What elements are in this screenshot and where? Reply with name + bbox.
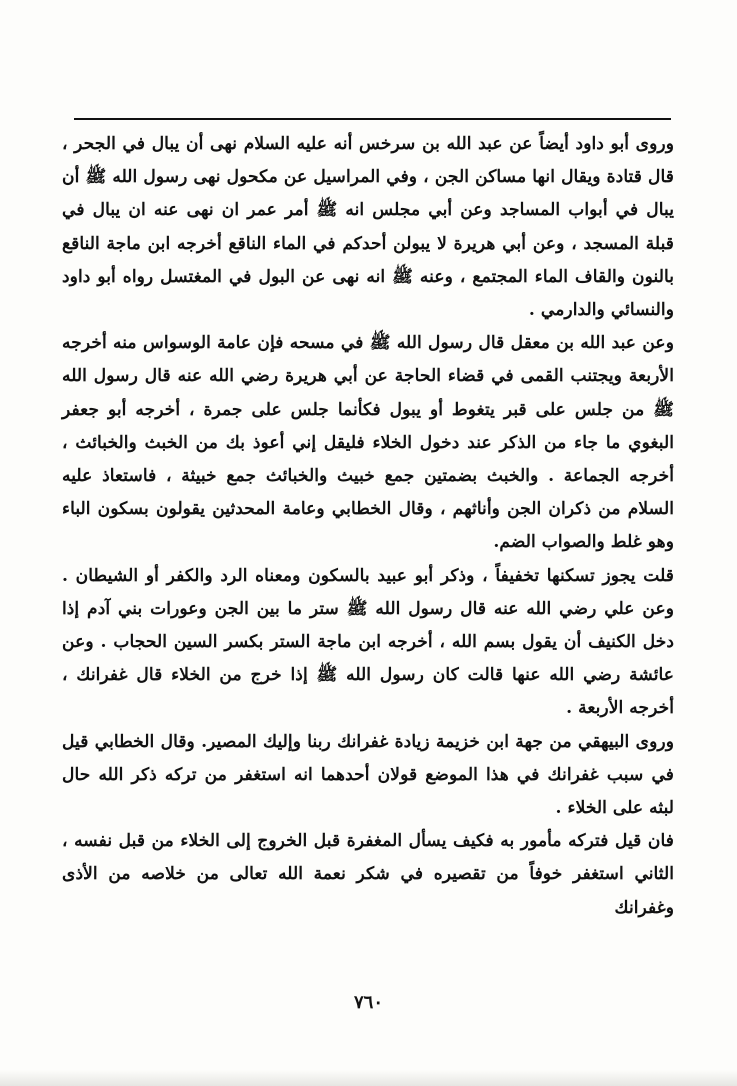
page-number: ٧٦٠ bbox=[353, 992, 383, 1013]
body-text bbox=[62, 128, 674, 925]
paragraph-3: قلت يجوز تسكنها تخفيفاً ، وذكر أبو عبيد بالسكون ومعناه الرد والكفر أو الشيطان . وعن علي رضي الله عنه قال رسول الله ﷺ ستر ما بين الجن وعورات بني آدم إذا دخل الكنيف أن يقول بسم الله ، أخرجه ابن ماجة الستر بكسر السين الحجاب . وعن عائشة رضي الله عنها قالت كان رسول الله ﷺ إذا خرج من الخلاء قال غفرانك ، أخرجه الأربعة . bbox=[62, 565, 674, 719]
paragraph-4: وروى البيهقي من جهة ابن خزيمة زيادة غفرانك ربنا وإليك المصير. وقال الخطابي قيل في سبب غفرانك في هذا الموضع قولان أحدهما انه استغفر من تركه ذكر الله حال لبثه على الخلاء . bbox=[62, 731, 674, 819]
paragraph-1: وروى أبو داود أيضاً عن عبد الله بن سرخس أنه عليه السلام نهى أن يبال في الجحر ، قال قتادة ويقال انها مساكن الجن ، وفي المراسيل عن مكحول نهى رسول الله ﷺ أن يبال في أبواب المساجد وعن أبي مجلس انه ﷺ أمر عمر ان نهى عنه ان يبال في قبلة المسجد ، وعن أبي هريرة لا يبولن أحدكم في الماء الناقع أخرجه ابن ماجة الناقع بالنون والقاف الماء المجتمع ، وعنه ﷺ انه نهى عن البول في المغتسل رواه أبو داود والنسائي والدارمي . bbox=[62, 134, 674, 321]
header-rule bbox=[74, 118, 671, 120]
paragraph-2: وعن عبد الله بن معقل قال رسول الله ﷺ في مسحه فإن عامة الوسواس منه أخرجه الأربعة ويجتنب القمى في قضاء الحاجة عن أبي هريرة رضي الله عنه قال رسول الله ﷺ من جلس على قبر يتغوط أو يبول فكأنما جلس على جمرة ، أخرجه أبو جعفر البغوي ما جاء من الذكر عند دخول الخلاء فليقل إني أعوذ بك من الخبث والخبائث ، أخرجه الجماعة . والخبث بضمتين جمع خبيث والخبائث جمع خبيثة ، فاستعاذ عليه السلام من ذكران الجن وأناثهم ، وقال الخطابي وعامة المحدثين يقولون بسكون الباء وهو غلط والصواب الضم. bbox=[62, 333, 674, 553]
paragraph-5: فان قيل فتركه مأمور به فكيف يسأل المغفرة قبل الخروج إلى الخلاء من قبل نفسه ، الثاني استغفر خوفاً من تقصيره في شكر نعمة الله تعالى من خلاصه من الأذى وغفرانك bbox=[62, 831, 674, 918]
page-edge bbox=[0, 1070, 737, 1086]
